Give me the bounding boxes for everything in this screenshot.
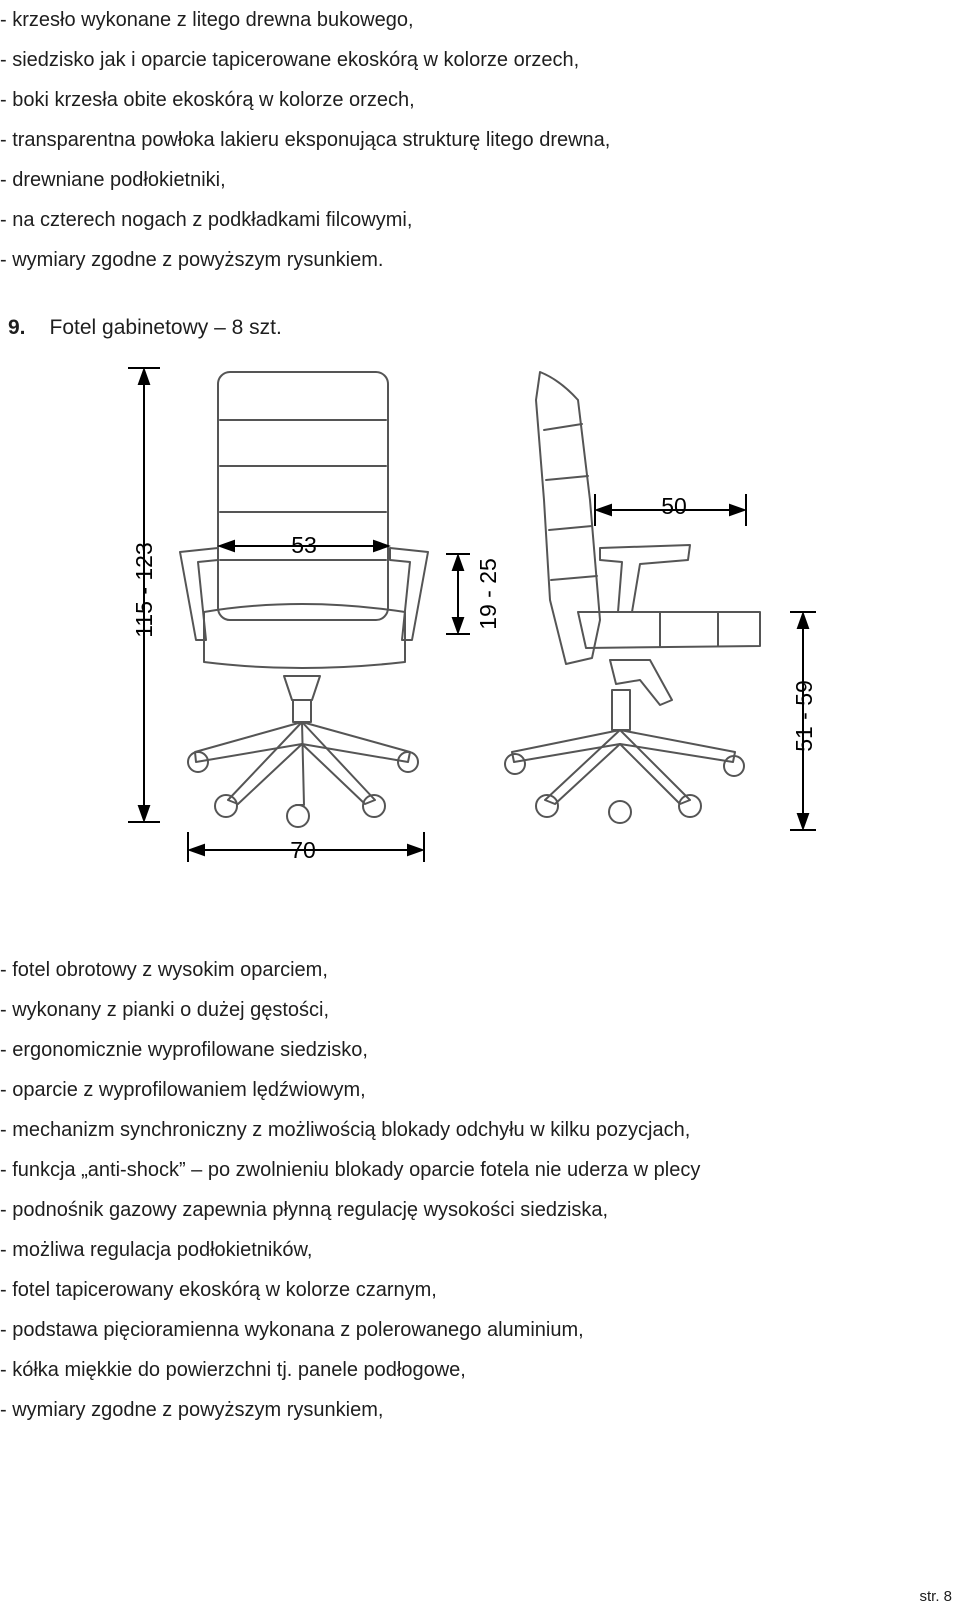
list-item: - kółka miękkie do powierzchni tj. panele podłogowe, bbox=[0, 1359, 466, 1381]
list-item: - podstawa pięcioramienna wykonana z polerowanego aluminium, bbox=[0, 1319, 584, 1341]
list-item: - oparcie z wyprofilowaniem lędźwiowym, bbox=[0, 1079, 366, 1101]
list-item: - fotel tapicerowany ekoskórą w kolorze czarnym, bbox=[0, 1279, 437, 1301]
list-item: - funkcja „anti-shock” – po zwolnieniu blokady oparcie fotela nie uderza w plecy bbox=[0, 1159, 701, 1181]
dim-armrest-line bbox=[446, 554, 470, 634]
list-item: - fotel obrotowy z wysokim oparciem, bbox=[0, 959, 328, 981]
chair-side-view bbox=[505, 372, 760, 823]
list-item: - boki krzesła obite ekoskórą w kolorze orzech, bbox=[0, 89, 415, 111]
list-item: - możliwa regulacja podłokietników, bbox=[0, 1239, 313, 1261]
list-item: - ergonomicznie wyprofilowane siedzisko, bbox=[0, 1039, 368, 1061]
list-item: - drewniane podłokietniki, bbox=[0, 169, 226, 191]
list-item: - transparentna powłoka lakieru eksponująca strukturę litego drewna, bbox=[0, 129, 611, 151]
dim-height-label: 115 - 123 bbox=[131, 542, 157, 638]
section-number: 9. bbox=[8, 316, 26, 339]
list-item: - podnośnik gazowy zapewnia płynną regulację wysokości siedziska, bbox=[0, 1199, 609, 1221]
armchair-specs-list bbox=[0, 950, 700, 1430]
dim-depth-label: 50 bbox=[661, 493, 687, 519]
list-item: - wymiary zgodne z powyższym rysunkiem. bbox=[0, 249, 384, 271]
list-item: - wykonany z pianki o dużej gęstości, bbox=[0, 999, 330, 1021]
list-item: - mechanizm synchroniczny z możliwością blokady odchyłu w kilku pozycjach, bbox=[0, 1119, 691, 1141]
section-title: Fotel gabinetowy – 8 szt. bbox=[49, 316, 282, 339]
list-item: - na czterech nogach z podkładkami filcowymi, bbox=[0, 209, 413, 231]
dim-seat-height-label: 51 - 59 bbox=[791, 680, 817, 752]
list-item: - krzesło wykonane z litego drewna bukowego, bbox=[0, 9, 414, 31]
dim-armrest-label: 19 - 25 bbox=[475, 558, 501, 630]
dim-base-label: 70 bbox=[290, 837, 316, 863]
list-item: - siedzisko jak i oparcie tapicerowane ekoskórą w kolorze orzech, bbox=[0, 49, 580, 71]
chair-front-view bbox=[180, 372, 428, 827]
list-item: - wymiary zgodne z powyższym rysunkiem, bbox=[0, 1399, 384, 1421]
dim-seat-width-label: 53 bbox=[291, 532, 317, 558]
page-number: str. 8 bbox=[919, 1588, 952, 1605]
